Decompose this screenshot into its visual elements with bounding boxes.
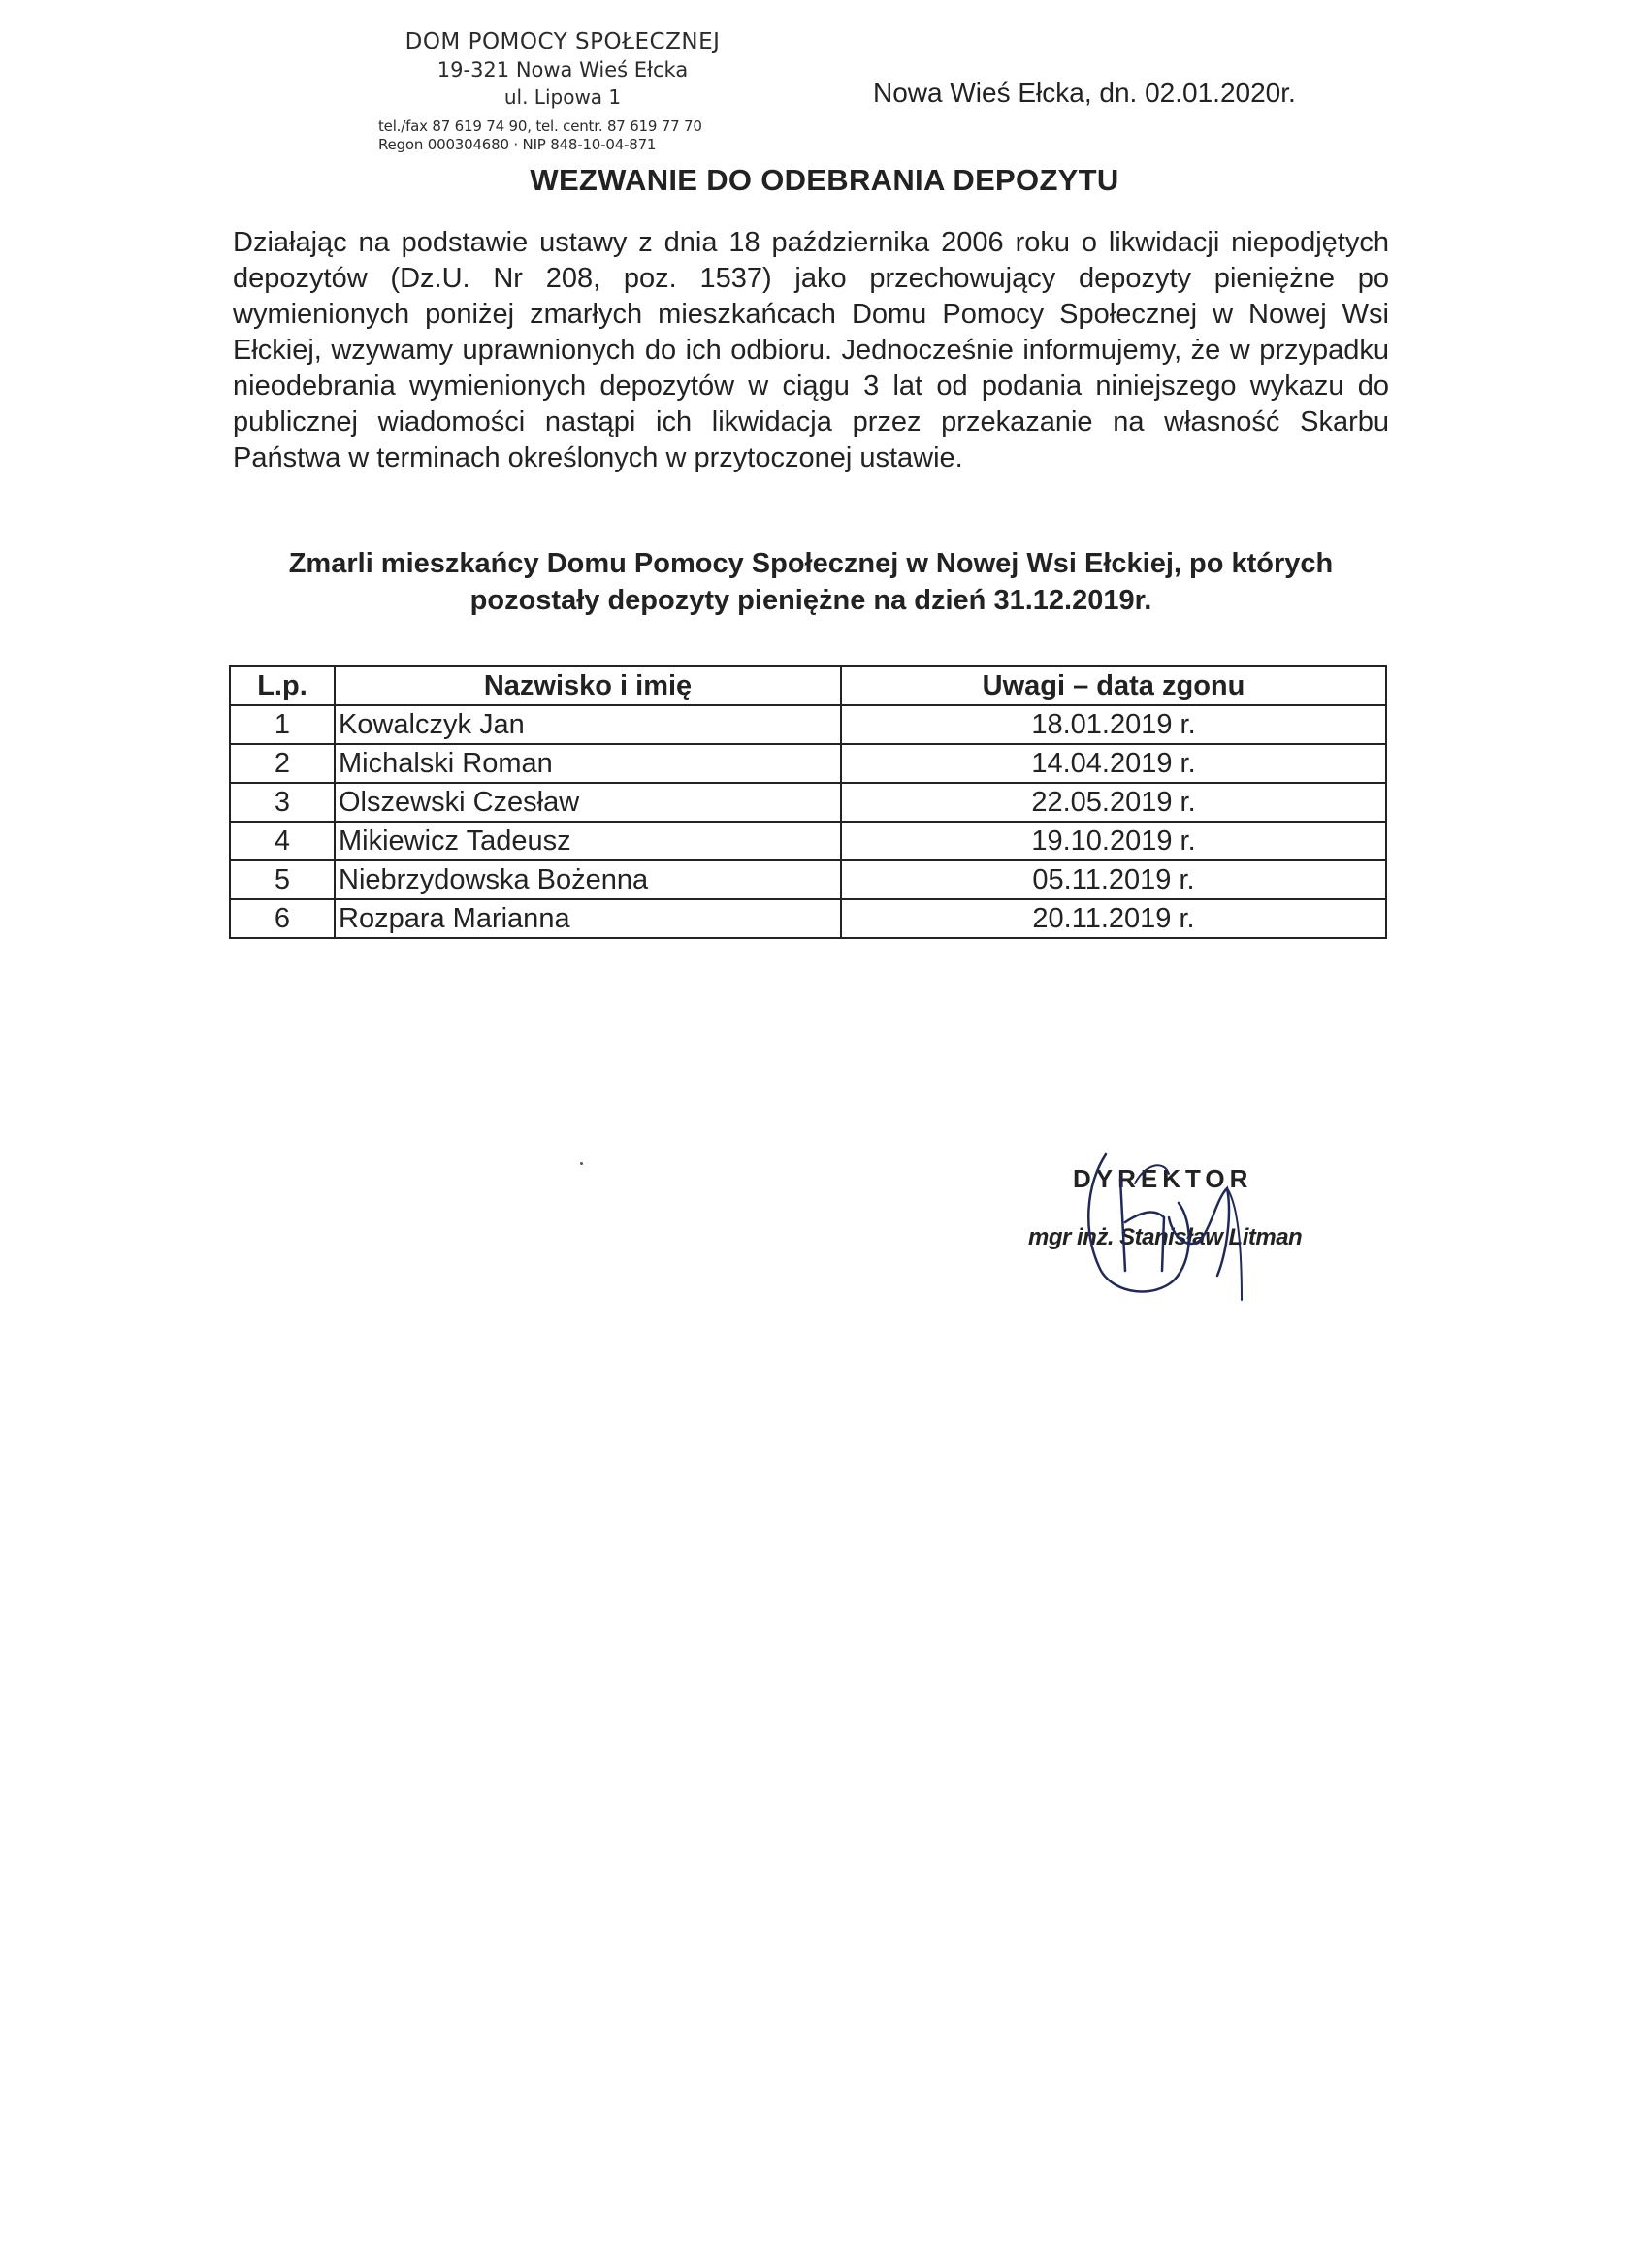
cell-lp: 2 bbox=[230, 744, 335, 783]
cell-name: Kowalczyk Jan bbox=[335, 705, 841, 744]
cell-name: Niebrzydowska Bożenna bbox=[335, 860, 841, 899]
header-lp: L.p. bbox=[230, 666, 335, 705]
cell-date: 14.04.2019 r. bbox=[841, 744, 1386, 783]
table-row bbox=[230, 899, 1386, 938]
cell-date: 22.05.2019 r. bbox=[841, 783, 1386, 822]
cell-name: Michalski Roman bbox=[335, 744, 841, 783]
handwritten-signature bbox=[1048, 1125, 1280, 1319]
cell-date: 05.11.2019 r. bbox=[841, 860, 1386, 899]
stamp-line-postcode: 19-321 Nowa Wieś Ełcka bbox=[436, 58, 689, 82]
header-date: Uwagi – data zgonu bbox=[841, 666, 1386, 705]
cell-name: Olszewski Czesław bbox=[335, 783, 841, 822]
table-header-row bbox=[230, 666, 1386, 705]
stamp-line-regon: Regon 000304680 · NIP 848-10-04-871 bbox=[378, 135, 657, 153]
table-row bbox=[230, 783, 1386, 822]
signature-name: mgr inż. Stanisław Litman bbox=[1028, 1224, 1303, 1250]
signature-block bbox=[1009, 1125, 1329, 1319]
cell-lp: 1 bbox=[230, 705, 335, 744]
scan-speck bbox=[580, 1162, 583, 1165]
cell-lp: 4 bbox=[230, 822, 335, 860]
cell-date: 19.10.2019 r. bbox=[841, 822, 1386, 860]
cell-name: Mikiewicz Tadeusz bbox=[335, 822, 841, 860]
place-date: Nowa Wieś Ełcka, dn. 02.01.2020r. bbox=[873, 78, 1296, 108]
table-row bbox=[230, 744, 1386, 783]
institution-stamp bbox=[373, 29, 752, 153]
stamp-line-phone: tel./fax 87 619 74 90, tel. centr. 87 619 77 70 bbox=[378, 116, 702, 135]
cell-lp: 5 bbox=[230, 860, 335, 899]
cell-name: Rozpara Marianna bbox=[335, 899, 841, 938]
cell-lp: 3 bbox=[230, 783, 335, 822]
document-title: WEZWANIE DO ODEBRANIA DEPOZYTU bbox=[530, 163, 1119, 197]
cell-lp: 6 bbox=[230, 899, 335, 938]
table-row bbox=[230, 822, 1386, 860]
stamp-line-street: ul. Lipowa 1 bbox=[503, 84, 622, 109]
cell-date: 18.01.2019 r. bbox=[841, 705, 1386, 744]
table-row bbox=[230, 705, 1386, 744]
signature-title: DYREKTOR bbox=[1073, 1164, 1253, 1193]
table-caption: Zmarli mieszkańcy Domu Pomocy Społecznej w Nowej Wsi Ełckiej, po których pozostały depozyty pieniężne na dzień 31.12.2019r. bbox=[288, 548, 1334, 616]
deposits-table bbox=[229, 665, 1387, 939]
header-name: Nazwisko i imię bbox=[335, 666, 841, 705]
cell-date: 20.11.2019 r. bbox=[841, 899, 1386, 938]
body-paragraph: Działając na podstawie ustawy z dnia 18 października 2006 roku o likwidacji niepodjętych depozytów (Dz.U. Nr 208, poz. 1537) jako przechowujący depozyty pieniężne po wymienionych poniżej zmarłych mieszkańcach Domu Pomocy Społecznej w Nowej Wsi Ełckiej, wzywamy uprawnionych do ich odbioru. Jednocześnie informujemy, że w przypadku nieodebrania wymienionych depozytów w ciągu 3 lat od podania niniejszego wykazu do publicznej wiadomości nastąpi ich likwidacja przez przekazanie na własność Skarbu Państwa w terminach określonych w przytoczonej ustawie. bbox=[233, 227, 1389, 473]
stamp-line-name: DOM POMOCY SPOŁECZNEJ bbox=[404, 29, 721, 54]
table-row bbox=[230, 860, 1386, 899]
